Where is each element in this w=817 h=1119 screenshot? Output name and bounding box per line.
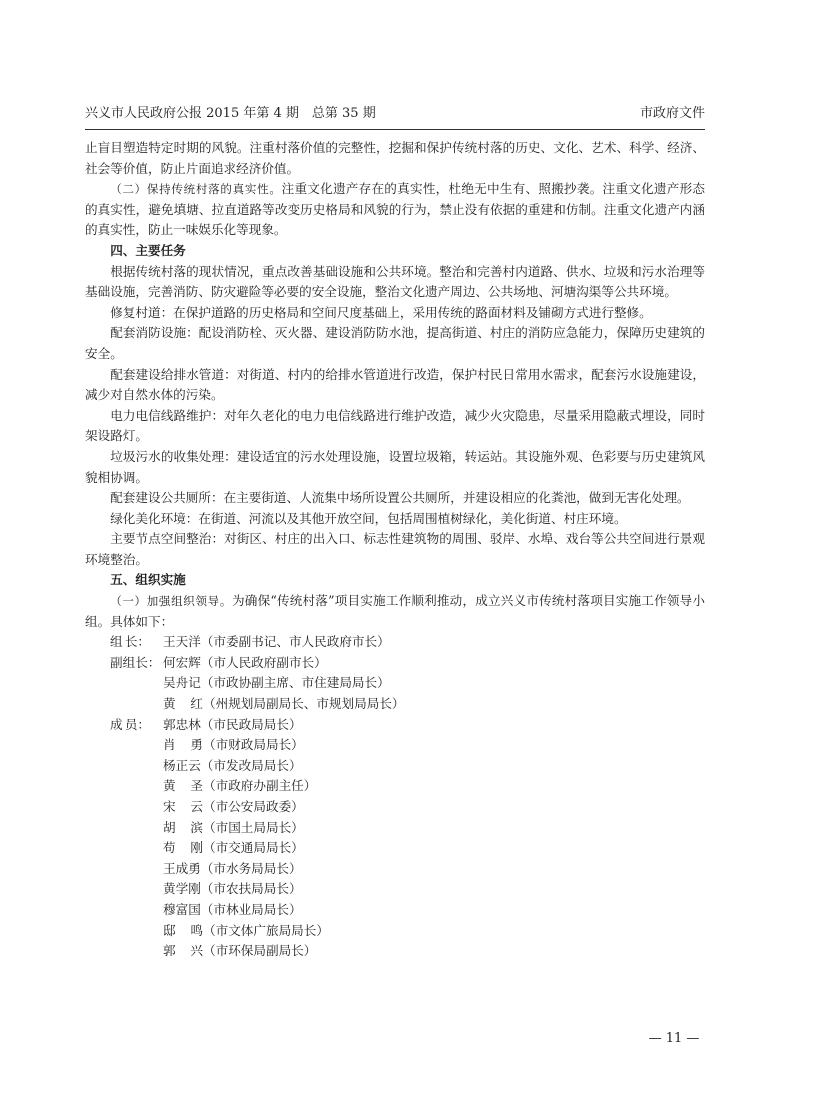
member-name: 何宏辉: [163, 654, 201, 670]
member-title: （市公安局政委）: [203, 799, 304, 814]
member-row: [85, 756, 705, 777]
member-name: 苟 刚: [163, 840, 203, 856]
member-name: 王成勇: [163, 860, 201, 876]
member-row: [85, 735, 705, 756]
member-row: [85, 776, 705, 797]
member-row: [85, 941, 705, 962]
member-title: （州规划局副局长、市规划局局长）: [203, 696, 405, 712]
deputy-leader-row: [85, 673, 705, 694]
member-name: 王天洋: [163, 634, 201, 650]
section-heading: 五、组织实施: [110, 572, 186, 588]
member-name: 黄学刚: [163, 881, 201, 897]
role-label: 副组长：: [110, 654, 161, 670]
member-row: [85, 797, 705, 818]
paragraph: [85, 591, 705, 632]
deputy-leader-row: [85, 653, 705, 674]
member-name: 杨正云: [163, 757, 201, 773]
member-name: 郭忠林: [163, 716, 201, 732]
section-label: 市政府文件: [639, 106, 705, 121]
paragraph: 修复村道：在保护道路的历史格局和空间尺度基础上，采用传统的路面材料及铺砌方式进行整修。: [110, 304, 652, 320]
member-name: 邸 鸣: [163, 922, 203, 938]
member-title: （市水务局局长）: [200, 860, 302, 876]
member-name: 肖 勇: [163, 737, 203, 753]
paragraph: 主要节点空间整治：对街区、村庄的出入口、标志性建筑物的周围、驳岸、水埠、戏台等公共空间进行景观环境整治。: [85, 531, 705, 567]
paragraph: 配套消防设施：配设消防栓、灭火器、建设消防防水池，提高街道、村庄的消防应急能力，保障历史建筑的安全。: [85, 325, 705, 361]
member-title: （市委副书记、市人民政府市长）: [200, 634, 390, 650]
member-title: （市环保局副局长）: [203, 943, 317, 959]
deputy-leader-row: [85, 694, 705, 715]
member-row: [85, 859, 705, 880]
member-name: 宋 云: [163, 799, 203, 814]
bulletin-issue-title: 兴义市人民政府公报 2015 年第 4 期 总第 35 期: [85, 106, 376, 121]
page-number: — 11 —: [648, 1031, 700, 1046]
member-row: [85, 715, 705, 736]
member-title: （市政府办副主任）: [203, 778, 317, 794]
member-title: （市农扶局局长）: [200, 881, 302, 897]
paragraph: 止盲目塑造特定时期的风貌。注重村落价值的完整性，挖掘和保护传统村落的历史、文化、艺术、科学、经济、社会等价值，防止片面追求经济价值。: [85, 140, 705, 176]
member-name: 黄 红: [163, 696, 203, 712]
member-title: （市发改局局长）: [200, 757, 302, 773]
member-title: （市民政局局长）: [200, 716, 302, 732]
paragraph: 垃圾污水的收集处理：建设适宜的污水处理设施，设置垃圾箱，转运站。其设施外观、色彩要与历史建筑风貌相协调。: [85, 448, 705, 485]
member-name: 吴舟记: [163, 675, 201, 691]
subheading-inline: （二）保持传统村落的真实性。: [110, 182, 282, 197]
member-title: （市文体广旅局局长）: [203, 922, 329, 938]
member-name: 穆富国: [163, 901, 201, 917]
member-row: [85, 921, 705, 942]
paragraph: 绿化美化环境：在街道、河流以及其他开放空间，包括周围植树绿化，美化街道、村庄环境。: [110, 510, 627, 526]
member-title: （市国土局局长）: [203, 819, 304, 835]
paragraph-text: 为确保“传统村落”项目实施工作顺利推动，成立兴义市传统村落项目实施工作领导小组。具体如下：: [85, 593, 705, 629]
document-body: [85, 138, 705, 962]
group-leader-row: [85, 632, 705, 653]
member-row: [85, 900, 705, 921]
member-row: [85, 818, 705, 839]
paragraph: 电力电信线路维护：对年久老化的电力电信线路进行维护改造，减少火灾隐患，尽量采用隐蔽式埋设，同时架设路灯。: [85, 407, 705, 444]
section-heading: 四、主要任务: [110, 242, 186, 258]
member-title: （市财政局局长）: [203, 737, 304, 753]
member-title: （市林业局局长）: [200, 901, 302, 917]
member-title: （市政协副主席、市住建局局长）: [200, 675, 390, 691]
subheading-inline: （一）加强组织领导。: [110, 594, 233, 609]
member-name: 胡 滨: [163, 819, 203, 835]
member-title: （市人民政府副市长）: [200, 654, 327, 670]
paragraph: 配套建设公共厕所：在主要街道、人流集中场所设置公共厕所，并建设相应的化粪池，做到无害化处理。: [110, 490, 690, 506]
paragraph: [85, 179, 705, 241]
member-row: [85, 879, 705, 900]
member-name: 黄 圣: [163, 778, 203, 794]
paragraph: 配套建设给排水管道：对街道、村内的给排水管道进行改造，保护村民日常用水需求，配套污水设施建设，减少对自然水体的污染。: [85, 366, 705, 403]
member-name: 郭 兴: [163, 943, 203, 959]
member-row: [85, 838, 705, 859]
role-label: 组 长：: [110, 634, 150, 650]
member-title: （市交通局局长）: [203, 840, 304, 856]
running-header: [85, 104, 705, 124]
header-divider: [85, 129, 705, 130]
role-label: 成 员：: [110, 716, 150, 732]
paragraph-text: 注重文化遗产存在的真实性，杜绝无中生有、照搬抄袭。注重文化遗产形态的真实性，避免填塘、拉直道路等改变历史格局和风貌的行为，禁止没有依据的重建和仿制。注重文化遗产内涵的真实性，防止一味娱乐化等现象。: [85, 181, 706, 238]
paragraph: 根据传统村落的现状情况，重点改善基础设施和公共环境。整治和完善村内道路、供水、垃圾和污水治理等基础设施，完善消防、防灾避险等必要的安全设施，整治文化遗产周边、公共场地、河塘沟渠等公共环境。: [85, 263, 705, 300]
